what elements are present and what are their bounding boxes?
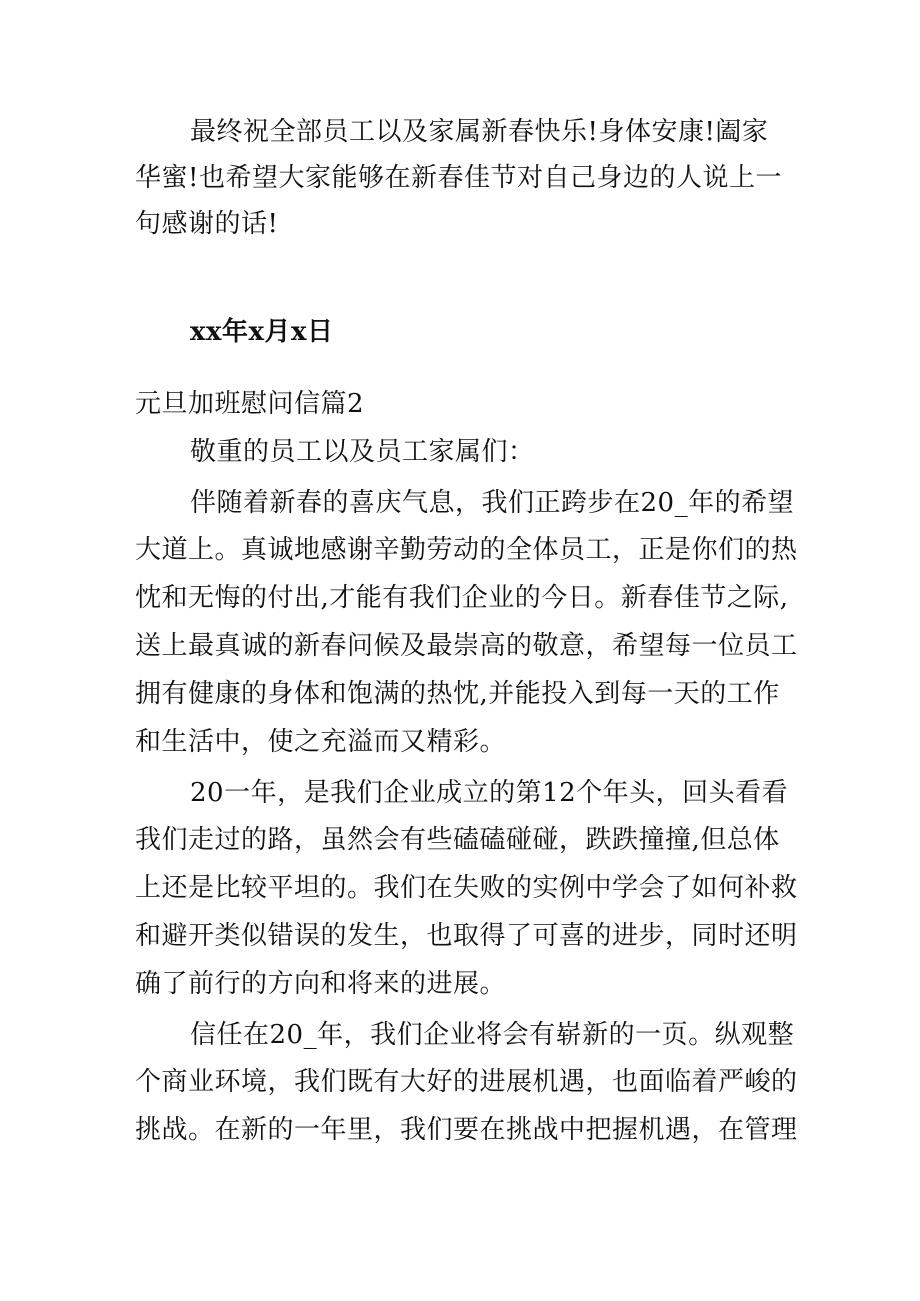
closing-line-1: 最终祝全部员工以及家属新春快乐!身体安康!阖家: [190, 117, 769, 147]
paragraph-2-line-5: 确了前行的方向和将来的进展。: [135, 969, 507, 999]
paragraph-2-line-3: 上还是比较平坦的。我们在失败的实例中学会了如何补救: [135, 873, 798, 903]
paragraph-1-line-1: 伴随着新春的喜庆气息，我们正跨步在20_年的希望: [190, 488, 795, 518]
paragraph-1-line-3: 忱和无悔的付出,才能有我们企业的今日。新春佳节之际,: [135, 583, 789, 613]
paragraph-1-line-2: 大道上。真诚地感谢辛勤劳动的全体员工，正是你们的热: [135, 535, 798, 565]
paragraph-2-line-1: 20一年，是我们企业成立的第12个年头，回头看看: [190, 778, 789, 808]
paragraph-2-line-2: 我们走过的路，虽然会有些磕磕碰碰，跌跌撞撞,但总体: [135, 825, 780, 855]
paragraph-3-line-2: 个商业环境，我们既有大好的进展机遇，也面临着严峻的: [135, 1067, 798, 1097]
paragraph-3-line-1: 信任在20_年，我们企业将会有崭新的一页。纵观整: [190, 1020, 795, 1050]
closing-line-2: 华蜜!也希望大家能够在新春佳节对自己身边的人说上一: [135, 163, 782, 193]
paragraph-1-line-5: 拥有健康的身体和饱满的热忱,并能投入到每一天的工作: [135, 679, 780, 709]
closing-line-3: 句感谢的话!: [135, 209, 279, 239]
paragraph-1-line-4: 送上最真诚的新春问候及最崇高的敬意，希望每一位员工: [135, 631, 798, 661]
section-title: 元旦加班慰问信篇2: [135, 389, 365, 419]
paragraph-3-line-3: 挑战。在新的一年里，我们要在挑战中把握机遇，在管理: [135, 1115, 798, 1145]
paragraph-1-line-6: 和生活中，使之充溢而又精彩。: [135, 727, 507, 757]
letter-date: xx年x月x日: [190, 317, 334, 347]
paragraph-2-line-4: 和避开类似错误的发生，也取得了可喜的进步，同时还明: [135, 921, 798, 951]
salutation: 敬重的员工以及员工家属们：: [190, 437, 535, 467]
